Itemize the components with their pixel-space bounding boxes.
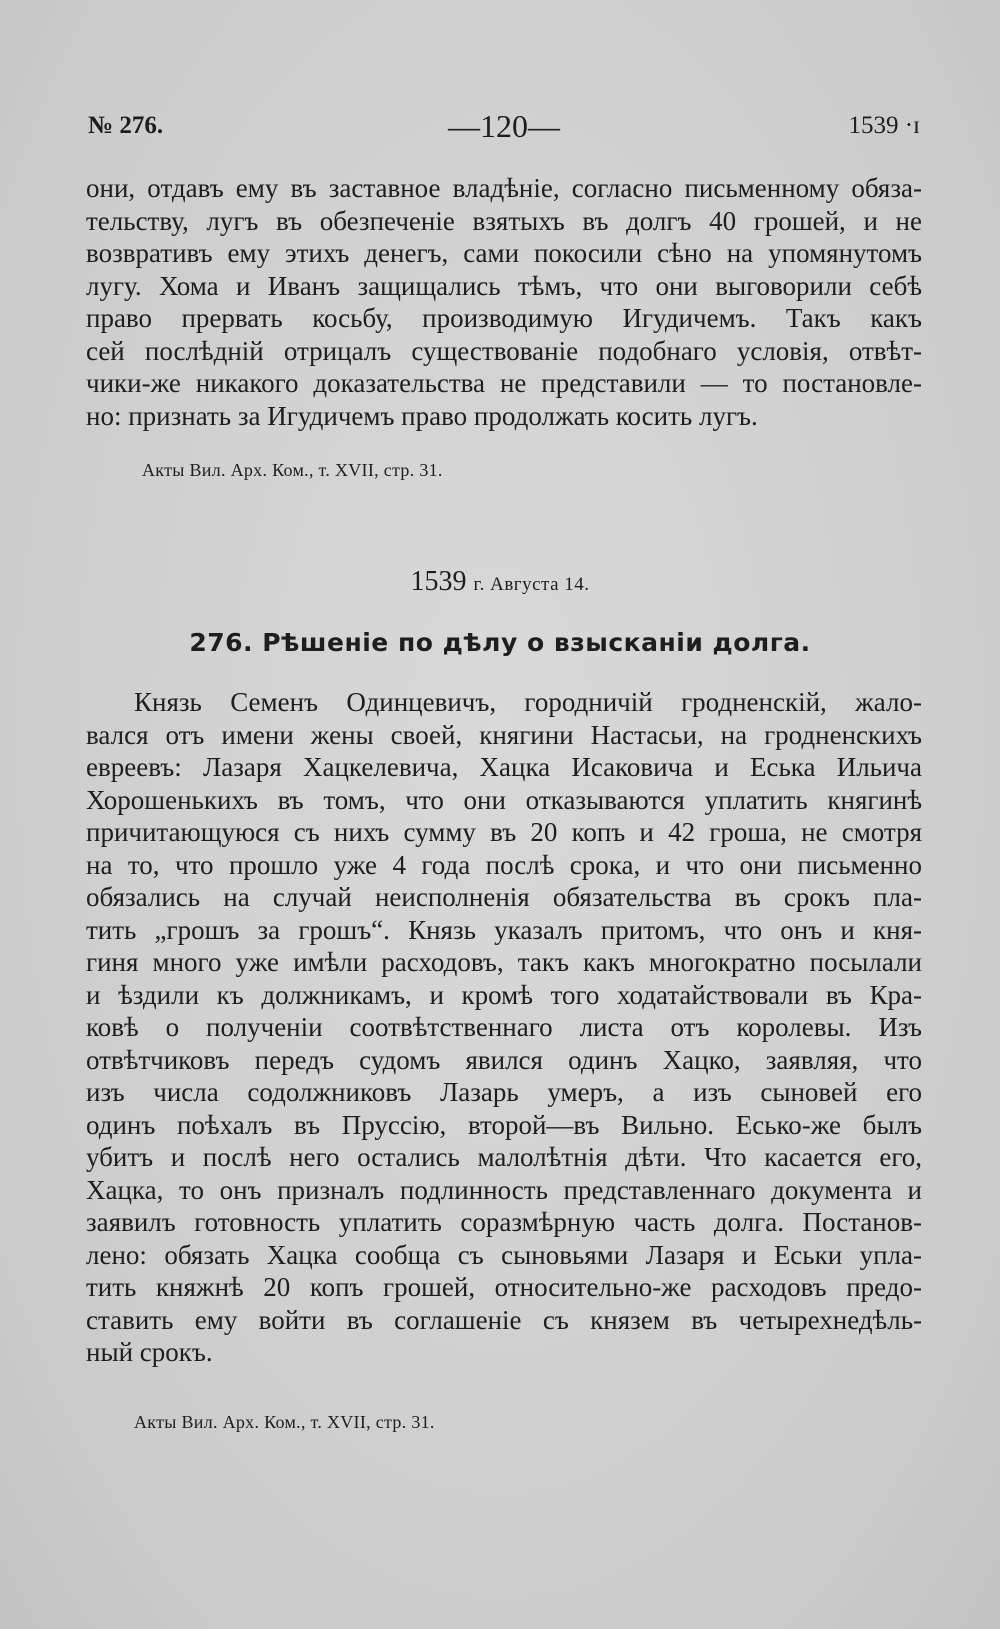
text-line: и ѣздили къ должникамъ, и кромѣ того ходатайствовали въ Кра-: [86, 979, 922, 1010]
text-line: тить „грошъ за грошъ“. Князь указалъ притомъ, что онъ и кня-: [86, 914, 922, 945]
document-number: № 276.: [88, 112, 164, 139]
continuation-source-citation: Акты Вил. Арх. Ком., т. XVII, стр. 31.: [142, 460, 443, 480]
text-line: лугу. Хома и Иванъ защищались тѣмъ, что они выговорили себѣ: [86, 270, 922, 301]
text-line: причитающуюся съ нихъ сумму въ 20 копъ и 42 гроша, не смотря: [86, 817, 922, 847]
text-line: обязались на случай неисполненія обязательства въ срокъ пла-: [86, 882, 922, 912]
text-line: заявилъ готовность уплатить соразмѣрную часть долга. Постанов-: [86, 1207, 922, 1237]
page-number: —120—: [448, 108, 560, 144]
text-line: Хацка, то онъ призналъ подлинность представленнаго документа и: [86, 1174, 922, 1205]
text-line: тить княжнѣ 20 копъ грошей, относительно-же расходовъ предо-: [86, 1272, 922, 1302]
document-title: 276. Рѣшеніе по дѣлу о взысканіи долга.: [189, 628, 811, 657]
document-date: [0, 566, 1000, 598]
header-year: 1539 ·ɪ: [848, 112, 920, 139]
text-line: ный срокъ.: [86, 1337, 213, 1367]
text-line: чики-же никакого доказательства не представили — то постановле-: [86, 368, 922, 398]
text-line: евреевъ: Лазаря Хацкелевича, Хацка Исаковича и Еська Ильича: [86, 752, 922, 782]
text-line: они, отдавъ ему въ заставное владѣніе, согласно письменному обяза-: [86, 173, 922, 203]
text-line: гиня много уже имѣли расходовъ, такъ какъ многократно посылали: [86, 947, 922, 977]
running-head: [88, 108, 920, 148]
text-line: изъ числа содолжниковъ Лазарь умеръ, а изъ сыновей его: [86, 1077, 922, 1107]
text-line: отвѣтчиковъ передъ судомъ явился одинъ Хацко, заявляя, что: [86, 1044, 922, 1075]
document-source-citation: Акты Вил. Арх. Ком., т. XVII, стр. 31.: [134, 1412, 435, 1432]
text-line: сей послѣдній отрицалъ существованіе подобнаго условія, отвѣт-: [86, 335, 922, 366]
document-body: [86, 686, 922, 1369]
text-line: лено: обязать Хацка сообща съ сыновьями Лазаря и Еськи упла-: [86, 1239, 922, 1270]
text-line: ставить ему войти въ соглашеніе съ князем въ четырехнедѣль-: [86, 1304, 922, 1335]
text-line: возвративъ ему этихъ денегъ, сами покосили сѣно на упомянутомъ: [86, 238, 922, 268]
text-line: вался отъ имени жены своей, княгини Настасьи, на гродненскихъ: [86, 719, 922, 750]
text-line: Хорошенькихъ въ томъ, что они отказываются уплатить княгинѣ: [86, 784, 922, 815]
date-year: 1539: [410, 566, 467, 597]
text-line: убитъ и послѣ него остались малолѣтнія дѣти. Что касается его,: [86, 1142, 922, 1172]
text-line: тельству, лугъ въ обезпеченіе взятыхъ въ долгъ 40 грошей, и не: [86, 205, 922, 236]
date-day: г. Августа 14.: [473, 574, 590, 595]
continuation-paragraph: [86, 172, 922, 432]
text-line: Князь Семенъ Одинцевичъ, городничій гродненскій, жало-: [134, 687, 922, 717]
text-line: право прервать косьбу, производимую Игудичемъ. Такъ какъ: [86, 303, 922, 333]
text-line: на то, что прошло уже 4 года послѣ срока, и что они письменно: [86, 849, 922, 880]
text-line: ковѣ о полученіи соотвѣтственнаго листа отъ королевы. Изъ: [86, 1012, 922, 1042]
text-line: одинъ поѣхалъ въ Пруссію, второй—въ Вильно. Есько-же былъ: [86, 1109, 922, 1140]
text-line: но: признать за Игудичемъ право продолжать косить лугъ.: [86, 400, 758, 431]
